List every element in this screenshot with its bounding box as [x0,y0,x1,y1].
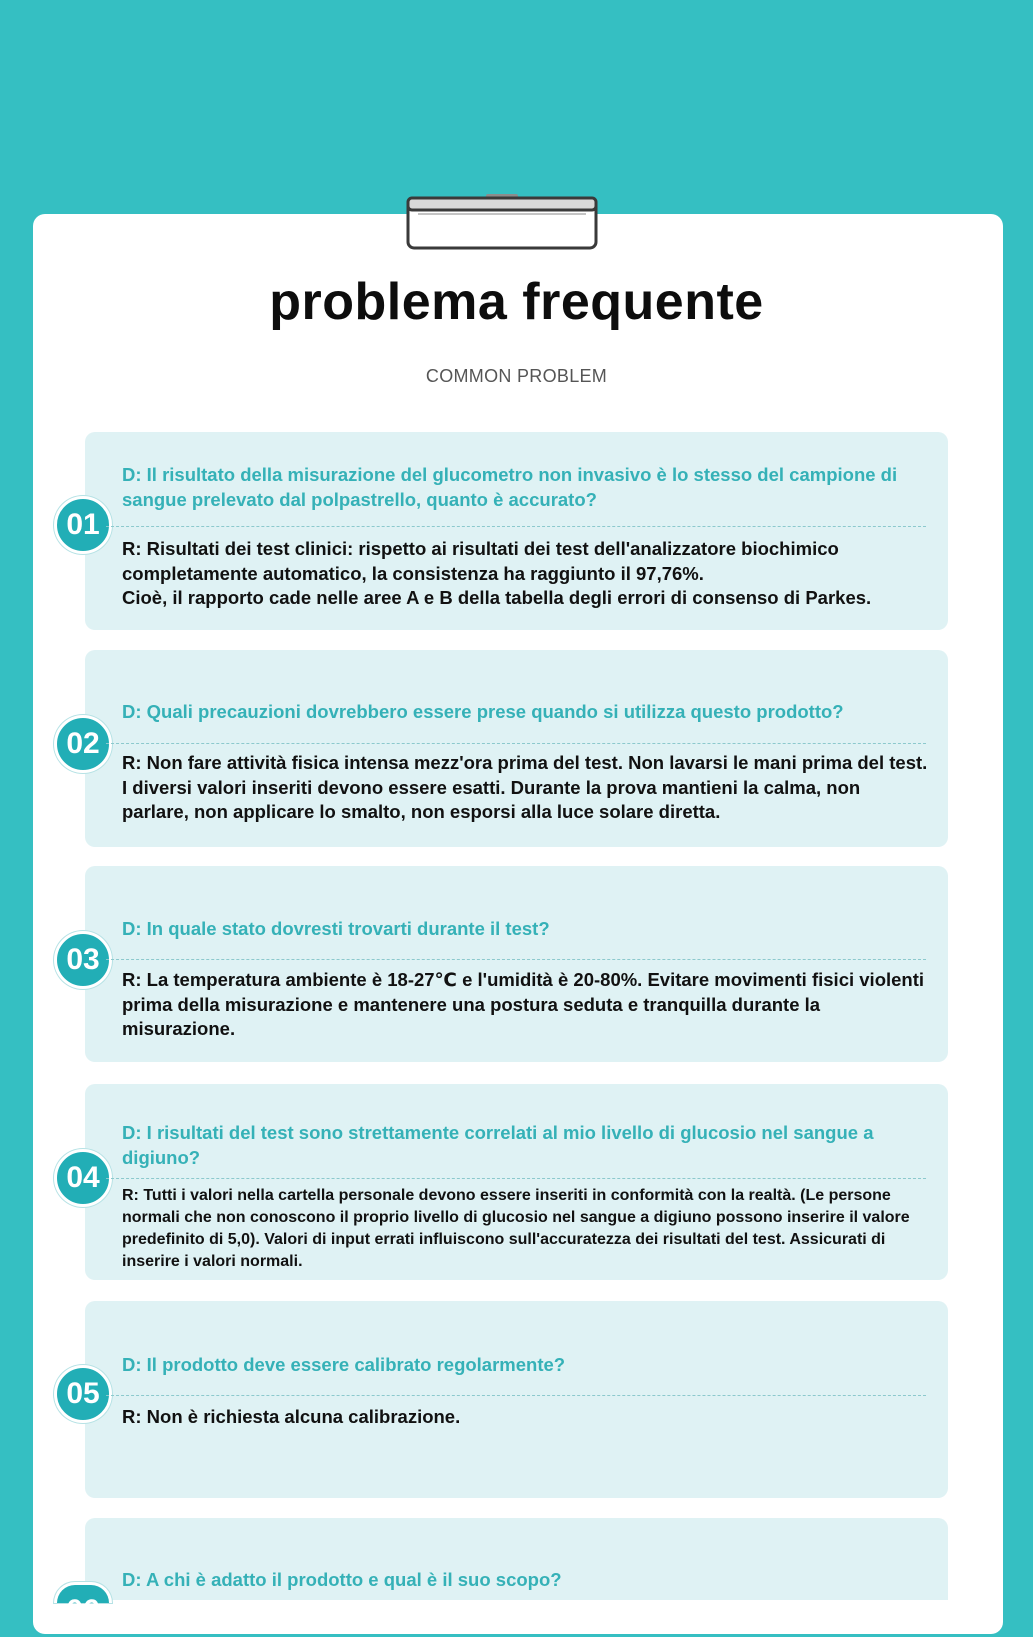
faq-question: D: I risultati del test sono strettamente correlati al mio livello di glucosio nel sangue a digiuno? [122,1122,874,1168]
faq-divider [106,1395,926,1396]
faq-card-05 [85,1301,948,1498]
faq-answer [122,1185,932,1273]
faq-divider [106,526,926,527]
faq-number-badge [54,1582,112,1603]
faq-answer-line: R: La temperatura ambiente è 18-27℃ e l'umidità è 20-80%. Evitare movimenti fisici violenti prima della misurazione e mantenere una postura seduta e tranquilla durante la misurazione. [122,969,925,1039]
faq-answer [122,537,932,611]
faq-number-badge: 03 [54,931,112,989]
faq-answer-line: R: Tutti i valori nella cartella personale devono essere inseriti in conformità con la realtà. (Le persone normali che non conoscono il proprio livello di glucosio nel sangue a digiuno possono inserire il valore predefinito di 5,0). Valori di input errati influiscono sull'accuratezza dei risultati del test. Assicurati di inserire i valori normali. [122,1187,910,1270]
faq-divider [106,959,926,960]
faq-answer [122,968,932,1042]
faq-number-badge: 04 [54,1149,112,1207]
faq-number-badge: 05 [54,1365,112,1423]
faq-question: D: In quale stato dovresti trovarti durante il test? [122,918,550,939]
faq-divider [106,1178,926,1179]
clipboard-clip-icon [404,192,600,252]
faq-answer-line: R: Risultati dei test clinici: rispetto ai risultati dei test dell'analizzatore biochimico completamente automatico, la consistenza ha raggiunto il 97,76%. [122,538,839,584]
faq-question: D: Il prodotto deve essere calibrato regolarmente? [122,1354,566,1375]
faq-question: D: A chi è adatto il prodotto e qual è il suo scopo? [122,1569,562,1590]
page-title: problema frequente [269,273,764,331]
faq-number-badge: 02 [54,715,112,773]
faq-number-badge: 01 [54,496,112,554]
faq-answer-line: R: Non fare attività fisica intensa mezz'ora prima del test. Non lavarsi le mani prima del test. I diversi valori inseriti devono essere esatti. Durante la prova mantieni la calma, non parlare, non applicare lo smalto, non esporsi alla luce solare diretta. [122,752,928,822]
faq-question: D: Quali precauzioni dovrebbero essere prese quando si utilizza questo prodotto? [122,701,844,722]
faq-answer [122,1405,932,1430]
page-subtitle: COMMON PROBLEM [425,366,608,386]
faq-question: D: Il risultato della misurazione del glucometro non invasivo è lo stesso del campione di sangue prelevato dal polpastrello, quanto è accurato? [122,464,898,510]
faq-answer [122,751,932,825]
faq-answer-line: R: Non è richiesta alcuna calibrazione. [122,1406,461,1427]
faq-answer-line: Cioè, il rapporto cade nelle aree A e B della tabella degli errori di consenso di Parkes. [122,587,872,608]
faq-divider [106,743,926,744]
